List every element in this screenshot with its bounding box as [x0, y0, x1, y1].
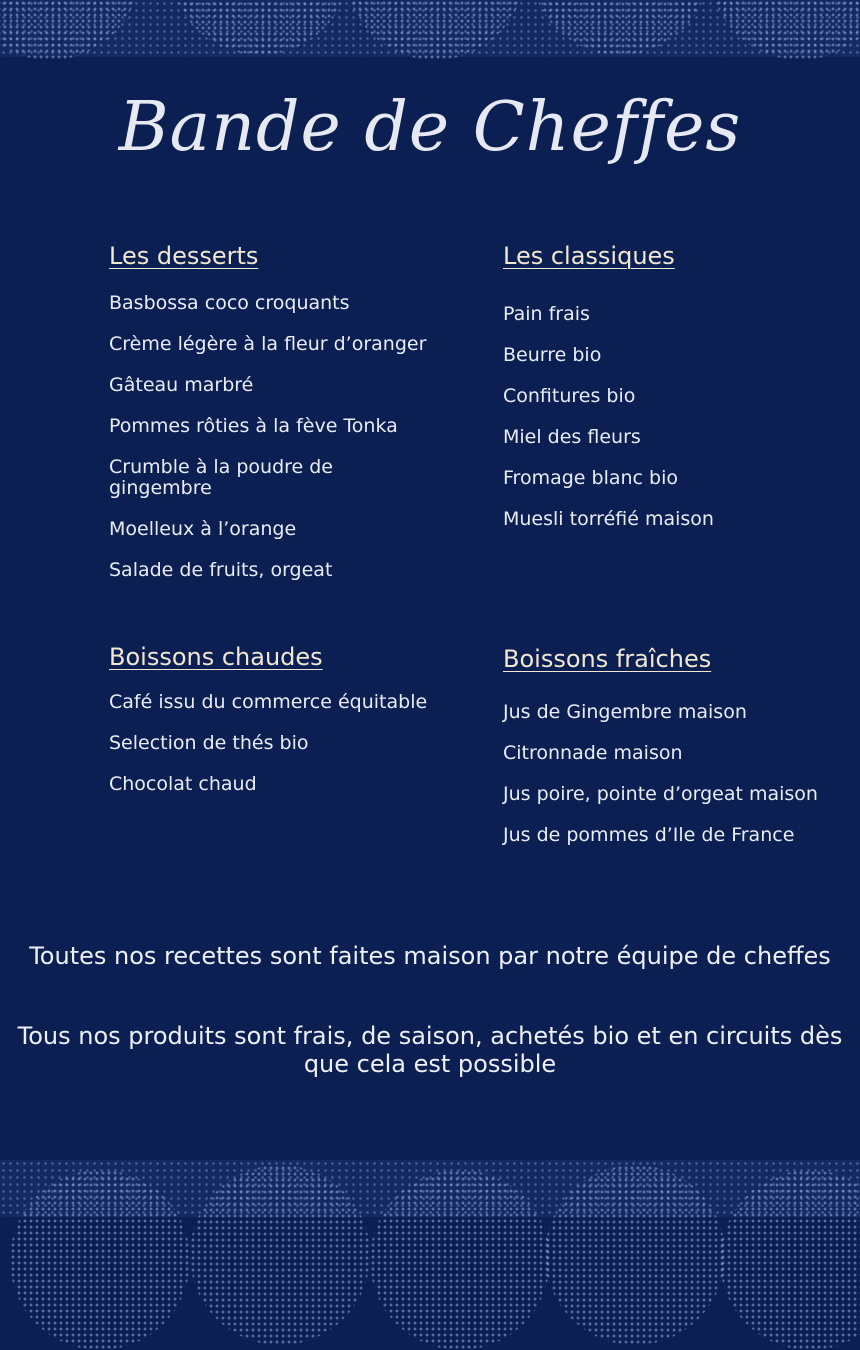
boissons-chaudes-list [109, 692, 439, 795]
section-classiques [503, 242, 833, 530]
list-item: Pain frais [503, 303, 590, 325]
list-item: Muesli torréfié maison [503, 508, 714, 530]
section-heading-classiques: Les classiques [503, 242, 675, 270]
decorative-pattern-top [0, 0, 860, 57]
list-item: Jus poire, pointe d’orgeat maison [503, 783, 818, 805]
list-item: Basbossa coco croquants [109, 292, 350, 314]
section-heading-boissons-fraiches: Boissons fraîches [503, 645, 712, 673]
list-item: Crumble à la poudre de gingembre [109, 456, 334, 499]
section-heading-boissons-chaudes: Boissons chaudes [109, 643, 323, 671]
list-item: Miel des fleurs [503, 426, 641, 448]
list-item: Jus de pommes d’Ile de France [503, 824, 795, 846]
list-item: Pommes rôties à la fève Tonka [109, 415, 398, 437]
section-desserts [109, 242, 439, 581]
menu-title: Bande de Cheffes [118, 88, 742, 167]
section-boissons-chaudes [109, 643, 439, 795]
footer-note-products: Tous nos produits sont frais, de saison, achetés bio et en circuits dès que cela est possible [17, 1022, 843, 1078]
section-boissons-fraiches [503, 645, 833, 846]
list-item: Moelleux à l’orange [109, 518, 297, 540]
list-item: Selection de thés bio [109, 732, 309, 754]
list-item: Fromage blanc bio [503, 467, 678, 489]
list-item: Confitures bio [503, 385, 636, 407]
list-item: Salade de fruits, orgeat [109, 559, 333, 581]
footer-note-homemade: Toutes nos recettes sont faites maison par notre équipe de cheffes [29, 942, 831, 970]
list-item: Beurre bio [503, 344, 602, 366]
list-item: Crème légère à la fleur d’oranger [109, 333, 427, 355]
classiques-list [503, 304, 833, 530]
list-item: Jus de Gingembre maison [503, 701, 747, 723]
section-heading-desserts: Les desserts [109, 242, 259, 270]
list-item: Citronnade maison [503, 742, 683, 764]
list-item: Gâteau marbré [109, 374, 254, 396]
list-item: Chocolat chaud [109, 773, 257, 795]
boissons-fraiches-list [503, 702, 833, 846]
decorative-pattern-bottom [0, 1160, 860, 1217]
list-item: Café issu du commerce équitable [109, 691, 428, 713]
desserts-list [109, 293, 439, 581]
